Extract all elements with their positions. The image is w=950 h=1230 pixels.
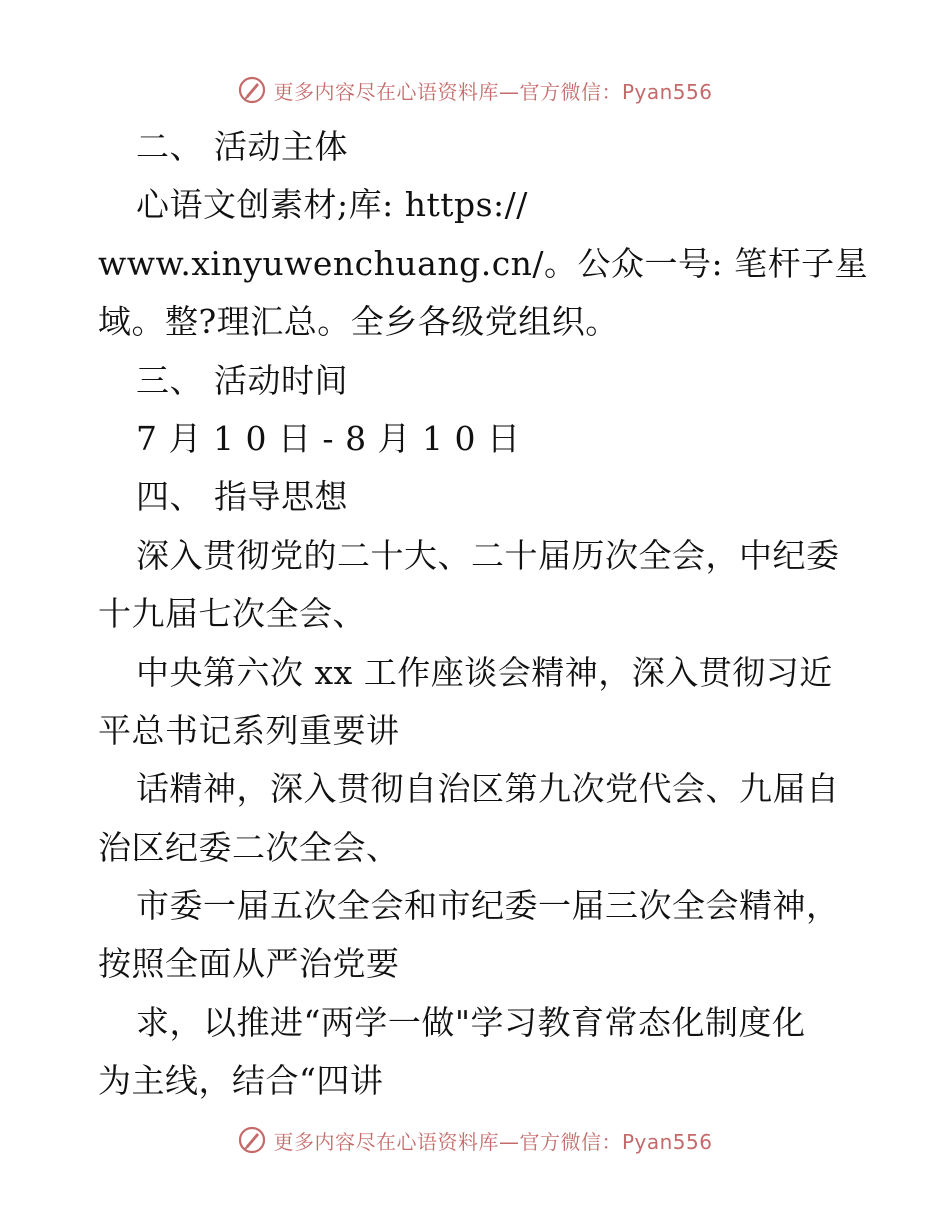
paragraph-line: 域。整?理汇总。全乡各级党组织。 [98,302,619,342]
footer-watermark-banner [0,1120,950,1160]
header-watermark-text: 更多内容尽在心语资料库—官方微信：Pyan556 [273,79,713,104]
feather-pen-logo-icon [237,1125,267,1155]
paragraph-line: 中央第六次 xx 工作座谈会精神，深入贯彻习近 [136,652,833,692]
section-heading: 二、 活动主体 [136,127,348,166]
paragraph-line: 深入贯彻党的二十大、二十届历次全会，中纪委 [136,535,840,575]
paragraph-line: 市委一届五次全会和市纪委一届三次全会精神， [136,886,840,926]
feather-pen-logo-icon [237,75,267,105]
paragraph-line: 心语文创素材;库: https:// [136,185,528,225]
paragraph-line: 平总书记系列重要讲 [98,710,400,750]
header-watermark-banner [0,70,950,110]
paragraph-line: www.xinyuwenchuang.cn/。公众一号: 笔杆子星 [98,243,869,283]
section-heading: 三、 活动时间 [136,360,348,400]
section-heading: 四、 指导思想 [136,477,348,517]
paragraph-line: 为主线，结合“四讲 [98,1061,384,1101]
footer-watermark-text: 更多内容尽在心语资料库—官方微信：Pyan556 [273,1129,713,1154]
paragraph-line: 求，以推进“两学一做"学习教育常态化制度化 [136,1002,806,1042]
date-range-line: 7 月 1 0 日 - 8 月 1 0 日 [136,418,521,458]
paragraph-line: 按照全面从严治党要 [98,944,400,984]
paragraph-line: 治区纪委二次全会、 [98,827,400,867]
document-body [98,118,869,1111]
paragraph-line: 十九届七次全会、 [98,594,366,634]
paragraph-line: 话精神，深入贯彻自治区第九次党代会、九届自 [136,769,840,809]
